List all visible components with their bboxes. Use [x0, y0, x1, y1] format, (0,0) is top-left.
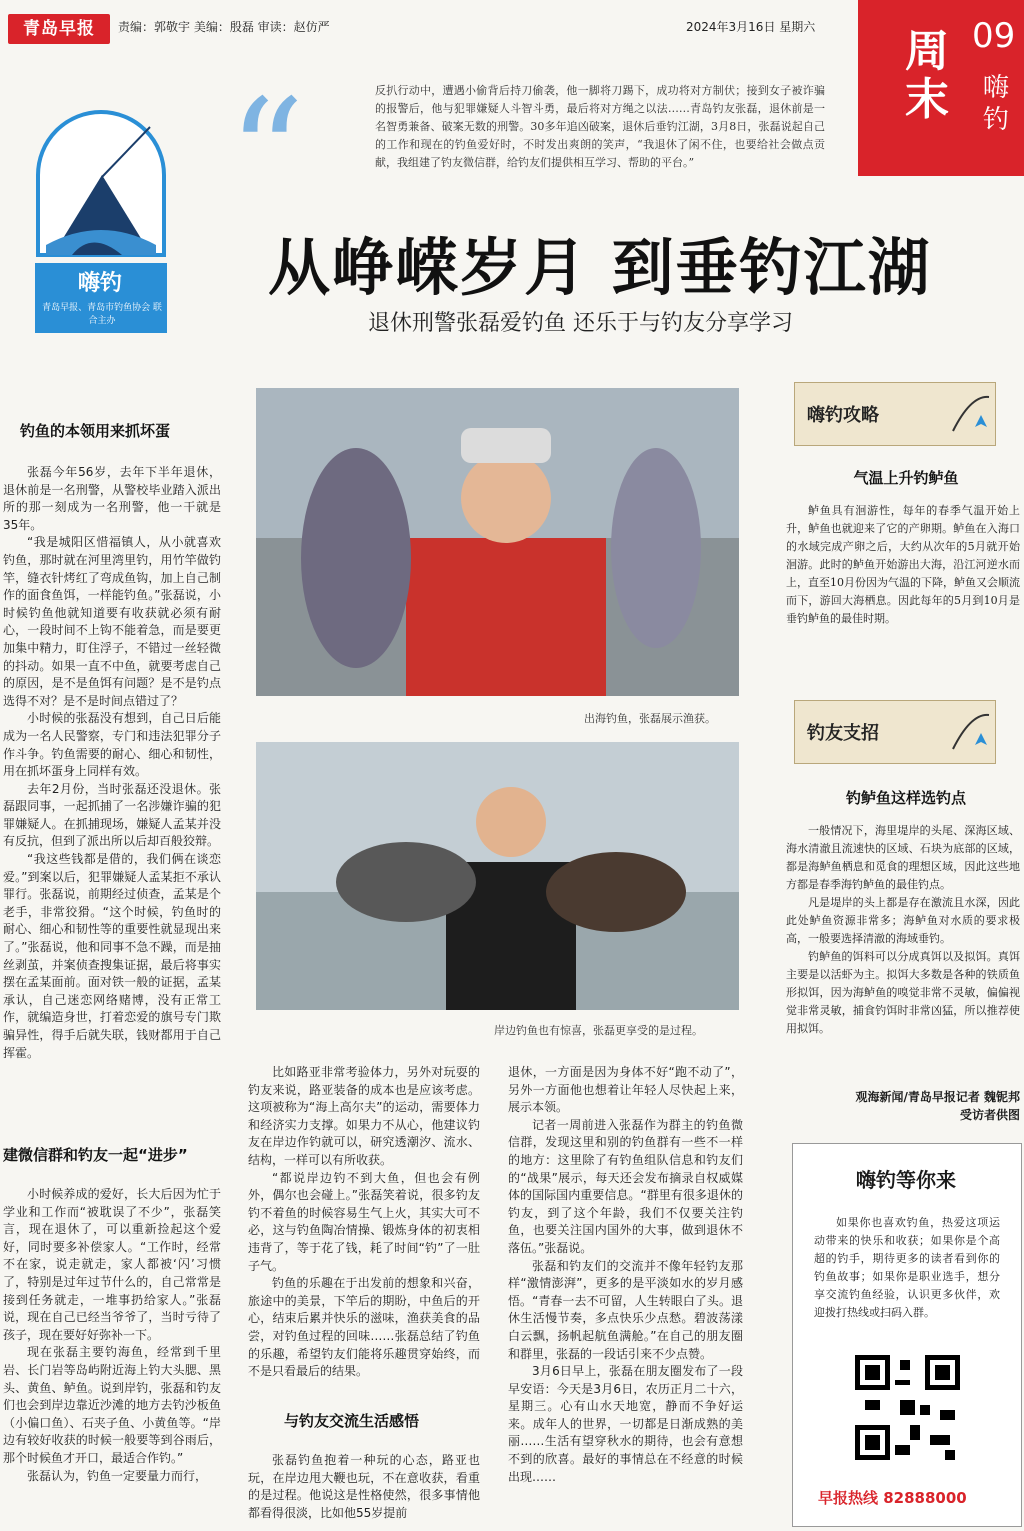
paragraph: 钓鱼的乐趣在于出发前的想象和兴奋，旅途中的美景，下竿后的期盼，中鱼后的开心，结束后累并快乐的滋味，渔获美食的品尝，对钓鱼过程的回味……张磊总结了钓鱼的乐趣，希望钓友们能将乐趣贯穿始终，而不是只看最后的结果。	[248, 1276, 480, 1379]
photo-shore-fishing	[256, 742, 739, 1010]
paragraph: 去年2月份，当时张磊还没退休。张磊跟同事，一起抓捕了一名涉嫌诈骗的犯罪嫌疑人。在抓捕现场，嫌疑人孟某并没有反抗，但到了派出所以后却百般狡辩。	[3, 781, 221, 849]
paragraph: 小时候养成的爱好，长大后因为忙于学业和工作而“被耽误了不少”，张磊笑言，现在退休了，可以重新捡起这个爱好，同时要多补偿家人。“工作时，经常不在家，说走就走，家人都被‘闪’习惯了，特别是过年过节什么的，自己常常是接到任务就走，一堆事扔给家人。”张磊说，现在自己已经当爷爷了，当时亏待了孩子，现在要好好弥补一下。	[3, 1187, 221, 1342]
banner-advice-label: 钓友支招	[807, 723, 879, 744]
col2-body-1	[248, 1064, 480, 1381]
col2-body-2	[248, 1452, 480, 1522]
paragraph: 钓鲈鱼的饵料可以分成真饵以及拟饵。真饵主要是以活虾为主。拟饵大多数是各种的铁质鱼形拟饵，因为海鲈鱼的嗅觉非常不灵敏，偏偏视觉非常灵敏，捕食钓饵时非常凶猛，所以推荐使用拟饵。	[786, 950, 1020, 1035]
paragraph: 3月6日早上，张磊在朋友圈发布了一段早安语：今天是3月6日，农历正月二十六，星期三。心有山水天地宽，静而不争好运来。成年人的世界，一切都是日渐成熟的美丽……生活有望穿秋水的期待，也会有意想不到的欣喜。最好的事情总在不经意的时候出现……	[508, 1364, 743, 1484]
promo-title: 嗨钓等你来	[856, 1168, 956, 1192]
paragraph: “我这些钱都是借的，我们俩在谈恋爱。”到案以后，犯罪嫌疑人孟某拒不承认罪行。张磊说，前期经过侦查，孟某是个老手，非常狡猾。“这个时候，钓鱼时的耐心、细心和韧性等的重要性就显现出来了。”张磊说，他和同事不急不躁，而是抽丝剥茧，并案侦查搜集证据，最后将事实摆在孟某面前。面对铁一般的证据，孟某承认，自己迷恋网络赌博，没有正常工作，就编造身世，打着恋爱的旗号专门欺骗异性，得手后就失联，钱财都用于自己挥霍。	[3, 852, 221, 1060]
newspaper-logo: 青岛早报	[8, 14, 110, 44]
editor-credits: 责编：郭敬宇 美编：殷磊 审读：赵仿严	[118, 20, 330, 34]
photo-credit: 受访者供图	[959, 1108, 1020, 1122]
paragraph: 张磊认为，钓鱼一定要量力而行，	[27, 1468, 208, 1483]
photo-fisherman-boat-icon	[256, 388, 739, 696]
section-heading-1: 钓鱼的本领用来抓坏蛋	[20, 422, 171, 440]
side-title-1: 气温上升钓鲈鱼	[853, 469, 959, 487]
side-body-2	[786, 822, 1020, 1038]
emblem-name: 嗨钓	[77, 271, 122, 296]
fishing-rod-icon	[951, 711, 991, 751]
paragraph: “我是城阳区惜福镇人，从小就喜欢钓鱼，那时就在河里湾里钓，用竹竿做钓竿，缝衣针烤红了弯成鱼钩，加上自己制作的面食鱼饵，一样能钓鱼。”张磊说，小时候钓鱼他就知道要有收获就必须有耐心，一段时间不上钩不能着急，而是要更加集中精力，盯住浮子，不错过一丝轻微的抖动。如果一直不中鱼，就要考虑自己的原因，是不是鱼饵有问题？是不是钓点选得不对？是不是时间点错过了？	[3, 535, 221, 708]
column-label: 嗨钓	[983, 73, 1010, 135]
banner-tips-label: 嗨钓攻略	[807, 405, 879, 426]
headline-subtitle: 退休刑警张磊爱钓鱼 还乐于与钓友分享学习	[368, 311, 793, 336]
paragraph: 记者一周前进入张磊作为群主的钓鱼微信群，发现这里和别的钓鱼群有一些不一样的地方：这里除了有钓鱼组队信息和钓友们的“战果”展示，每天还会发布摘录自权威媒体的国际国内重要信息。“群里有很多退休的钓友，到了这个年龄，我们不仅要关注钓鱼，也要关注国内国外的大事，做到退休不落伍。”张磊说。	[508, 1117, 743, 1255]
issue-date: 2024年3月16日 星期六	[686, 20, 816, 34]
promo-box	[792, 1143, 1022, 1527]
paragraph: 比如路亚非常考验体力，另外对玩耍的钓友来说，路亚装备的成本也是应该考虑。这项被称为“海上高尔夫”的运动，需要体力和经济实力支撑。如果力不从心，他建议钓友在岸边作钓就可以，研究透潮汐、流水、结构，一样可以有所收获。	[248, 1065, 480, 1167]
qr-code-icon	[850, 1350, 965, 1465]
promo-body: 如果你也喜欢钓鱼，热爱这项运动带来的快乐和收获；如果你是个高超的钓手，期待更多的读者看到你的钓鱼故事；如果你是职业选手，想分享交流钓鱼经验，认识更多伙伴，欢迎拨打热线或扫码入群。	[814, 1216, 1000, 1319]
paragraph: 小时候的张磊没有想到，自己日后能成为一名人民警察，专门和违法犯罪分子作斗争。钓鱼需要的耐心、细心和韧性，用在抓坏蛋身上同样有效。	[3, 711, 221, 779]
side-body-1	[786, 502, 1020, 628]
section-heading-3: 与钓友交流生活感悟	[284, 1412, 420, 1430]
paragraph: 张磊和钓友们的交流并不像年轻钓友那样“激情澎湃”，更多的是平淡如水的岁月感悟。“青春一去不可留，人生转眼白了头。退休生活慢节奏，多点快乐少点愁。碧波荡漾白云飘，扬帆起航鱼满舱。”在自己的朋友圈和群里，张磊的一段话引来不少点赞。	[508, 1258, 743, 1361]
section-label: 周末	[905, 26, 949, 125]
intro-text: 反扒行动中，遭遇小偷背后持刀偷袭，他一脚将刀踢下，成功将对方制伏；接到女子被诈骗的报警后，他与犯罪嫌疑人斗智斗勇，最后将对方绳之以法……青岛钓友张磊，退休前是一名智勇兼备、破案无数的刑警。30多年追凶破案，退休后垂钓江湖，3月8日，张磊说起自己的工作和现在的钓鱼爱好时，不时发出爽朗的笑声，“我退休了闲不住，也要给社会做点贡献，我组建了钓友微信群，给钓友们提供相互学习、帮助的平台。”	[375, 84, 825, 169]
side-title-2: 钓鲈鱼这样选钓点	[845, 789, 966, 807]
paragraph: 一般情况下，海里堤岸的头尾、深海区域、海水清澈且流速快的区域、石块为底部的区域，都是海鲈鱼栖息和觅食的理想区域，因此这些地方都是春季海钓鲈鱼的最佳钓点。	[786, 824, 1020, 891]
paragraph: 退休，一方面是因为身体不好“跑不动了”，另外一方面他也想着让年轻人尽快起上来，展示本领。	[508, 1065, 743, 1115]
col1-body-1	[3, 464, 221, 1062]
photo-caption-1: 出海钓鱼，张磊展示渔获。	[584, 712, 716, 725]
banner-advice-scroll	[794, 700, 996, 764]
paragraph: “都说岸边钓不到大鱼，但也会有例外，偶尔也会碰上。”张磊笑着说，很多钓友钓不着鱼的时候容易生气上火，其实大可不必，这与钓鱼陶冶情操、锻炼身体的初衷相违背了，等于花了钱，耗了时间“钓”了一肚子气。	[248, 1170, 480, 1273]
photo-fisherman-shore-icon	[256, 742, 739, 1010]
paragraph: 张磊钓鱼抱着一种玩的心态，路亚也玩，在岸边甩大鞭也玩，不在意收获，看重的是过程。他说这是性格使然，很多事情他都看得很淡，比如他55岁提前	[248, 1453, 480, 1520]
photo-caption-2: 岸边钓鱼也有惊喜，张磊更享受的是过程。	[494, 1024, 703, 1037]
paragraph: 鲈鱼具有洄游性，每年的春季气温开始上升，鲈鱼也就迎来了它的产卵期。鲈鱼在入海口的水域完成产卵之后，大约从次年的5月就开始洄游。此时的鲈鱼开始游出大海，沿江河逆水而上，直至10月份因为气温的下降，鲈鱼又会顺流而下，游回大海栖息。因此每年的5月到10月是垂钓鲈鱼的最佳时期。	[786, 504, 1020, 625]
quote-mark-icon: “	[228, 68, 305, 242]
col1-body-2	[3, 1186, 221, 1485]
section-heading-2: 建微信群和钓友一起“进步”	[3, 1146, 188, 1164]
paragraph: 张磊今年56岁，去年下半年退休，退休前是一名刑警，从警校毕业踏入派出所的那一刻成为一名刑警，他一干就是35年。	[3, 465, 221, 532]
emblem-organizer: 青岛早报、青岛市钓鱼协会 联合主办	[42, 303, 162, 326]
photo-boat-fishing	[256, 388, 739, 696]
banner-tips-scroll	[794, 382, 996, 446]
col3-body	[508, 1064, 743, 1486]
paragraph: 现在张磊主要钓海鱼，经常到千里岩、长门岩等岛屿附近海上钓大头腮、黑头、黄鱼、鲈鱼。说到岸钓，张磊和钓友们也会到岸边靠近沙滩的地方去钓沙板鱼（小偏口鱼）、石夹子鱼、小黄鱼等。“岸边有较好收获的时候一般要等到谷雨后，那个时候鱼才开口，最适合作钓。”	[3, 1345, 221, 1465]
headline-title: 从峥嵘岁月 到垂钓江湖	[268, 231, 932, 304]
hotline-number: 早报热线 82888000	[818, 1489, 967, 1507]
fishing-rod-icon	[951, 393, 991, 433]
page-number: 09	[972, 16, 1016, 56]
reporter-credit: 观海新闻/青岛早报记者 魏铌邦	[855, 1090, 1020, 1104]
qr-code[interactable]	[850, 1350, 965, 1465]
paragraph: 凡是堤岸的头上都是存在激流且水深，因此此处鲈鱼资源非常多；海鲈鱼对水质的要求极高，一般要选择清澈的海域垂钓。	[786, 896, 1020, 945]
